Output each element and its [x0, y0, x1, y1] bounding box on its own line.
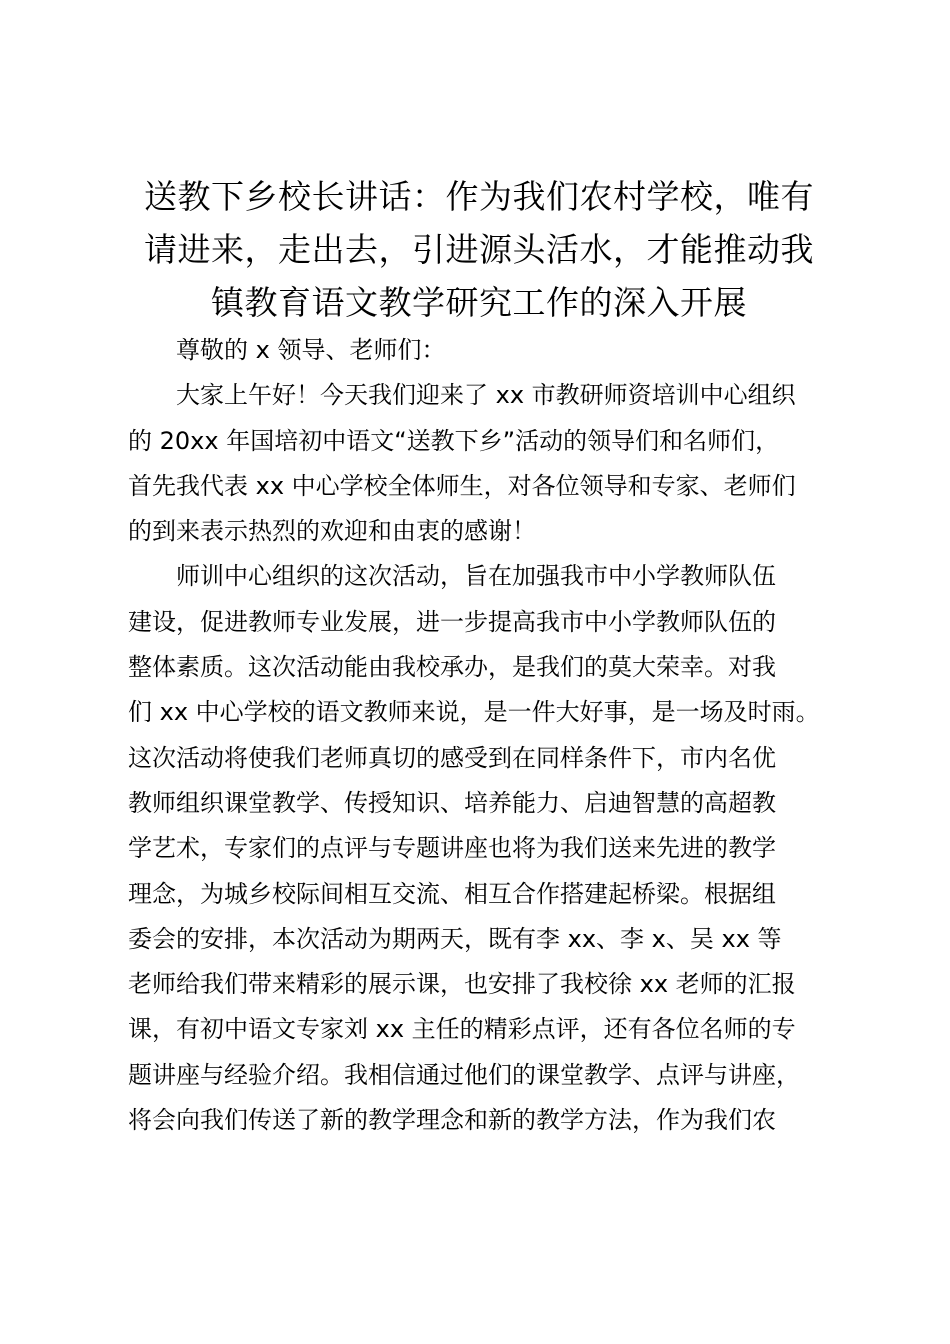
- title-line: 送教下乡校长讲话：作为我们农村学校，唯有: [144, 177, 814, 216]
- paragraph-line: 建设，促进教师专业发展，进一步提高我市中小学教师队伍的: [128, 607, 776, 636]
- paragraph-line: 的到来表示热烈的欢迎和由衷的感谢！: [128, 517, 536, 546]
- paragraph-line: 理念，为城乡校际间相互交流、相互合作搭建起桥梁。根据组: [128, 879, 776, 908]
- paragraph-line: 们 xx 中心学校的语文教师来说，是一件大好事，是一场及时雨。: [128, 698, 820, 727]
- document-body: [128, 328, 858, 1143]
- paragraph-line: 的 20xx 年国培初中语文“送教下乡”活动的领导们和名师们，: [128, 426, 780, 455]
- paragraph-line: 老师给我们带来精彩的展示课，也安排了我校徐 xx 老师的汇报: [128, 970, 796, 999]
- paragraph-line: 课，有初中语文专家刘 xx 主任的精彩点评，还有各位名师的专: [128, 1015, 796, 1044]
- title-line: 镇教育语文教学研究工作的深入开展: [211, 283, 747, 322]
- paragraph-line: 师训中心组织的这次活动，旨在加强我市中小学教师队伍: [176, 562, 776, 591]
- salutation: 尊敬的 x 领导、老师们：: [176, 336, 446, 364]
- document-title: [118, 170, 840, 329]
- paragraph-activity: [128, 554, 858, 1143]
- paragraph-line: 将会向我们传送了新的教学理念和新的教学方法，作为我们农: [128, 1106, 776, 1135]
- paragraph-line: 这次活动将使我们老师真切的感受到在同样条件下，市内名优: [128, 743, 776, 772]
- paragraph-line: 大家上午好！今天我们迎来了 xx 市教研师资培训中心组织: [176, 381, 796, 410]
- paragraph-line: 委会的安排，本次活动为期两天，既有李 xx、李 x、吴 xx 等: [128, 924, 782, 953]
- paragraph-line: 学艺术，专家们的点评与专题讲座也将为我们送来先进的教学: [128, 834, 776, 863]
- paragraph-greeting: [128, 373, 858, 554]
- paragraph-line: 首先我代表 xx 中心学校全体师生，对各位领导和专家、老师们: [128, 471, 796, 500]
- title-line: 请进来，走出去，引进源头活水，才能推动我: [144, 230, 814, 269]
- paragraph-line: 题讲座与经验介绍。我相信通过他们的课堂教学、点评与讲座，: [128, 1060, 800, 1089]
- paragraph-line: 整体素质。这次活动能由我校承办，是我们的莫大荣幸。对我: [128, 653, 776, 682]
- paragraph-line: 教师组织课堂教学、传授知识、培养能力、启迪智慧的高超教: [128, 788, 776, 817]
